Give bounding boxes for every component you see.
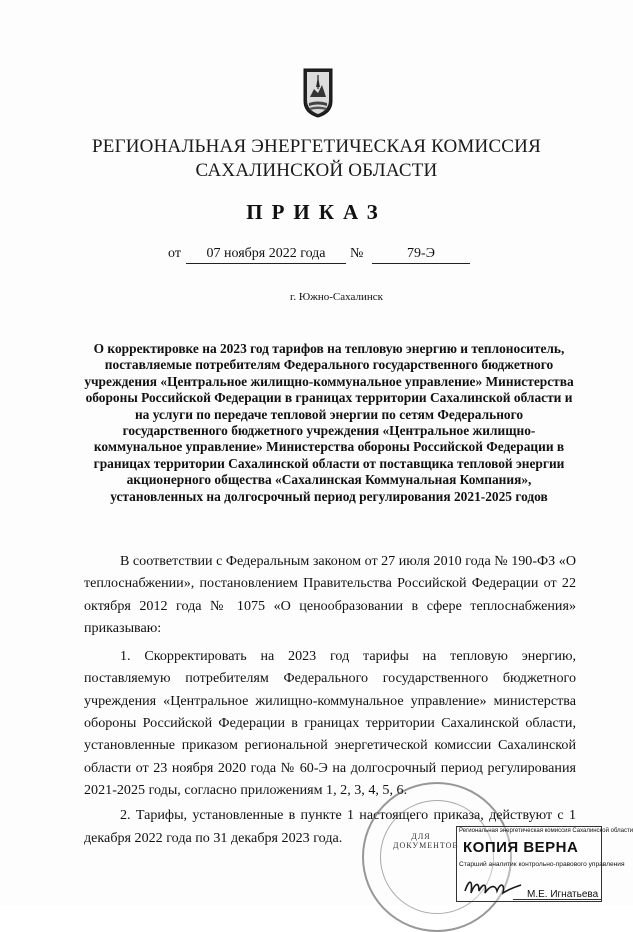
preamble-paragraph: В соответствии с Федеральным законом от 27 июля 2010 года № 190-ФЗ «О теплоснабжении», постановлением Правительства Российской Федерации от 22 октября 2012 года № 1075 «О ценообразовании в сфере теплоснабжения» приказываю: <box>84 553 576 636</box>
order-subject: О корректировке на 2023 год тарифов на тепловую энергию и теплоноситель, поставляемые потребителям Федерального государственного бюджетного учреждения «Центральное жилищно-коммунальное управление» Министерства обороны Российской Федерации в границах территории Сахалинской области и на услуги по передаче тепловой энергии по сетям Федерального государственного бюджетного учреждения «Центральное жилищно-коммунальное управление» Министерства обороны Российской Федерации в границах территории Сахалинской области от поставщика тепловой энергии акционерного общества «Сахалинская Коммунальная Компания», установленных на долгосрочный период регулирования 2021-2025 годов <box>84 341 574 504</box>
round-seal-text: ДЛЯ ДОКУМЕНТОВ <box>393 832 459 850</box>
order-number: 79-Э <box>372 246 470 264</box>
date-from-label: от <box>168 246 181 261</box>
order-date: 07 ноября 2022 года <box>186 246 346 264</box>
order-body <box>84 550 576 849</box>
stamp-position-text: Старший аналитик контрольно-правового управления <box>459 861 625 868</box>
document-type-title: ПРИКАЗ <box>246 200 387 224</box>
sakhalin-coat-of-arms-icon <box>302 67 334 119</box>
stamp-main-text: КОПИЯ ВЕРНА <box>463 839 579 856</box>
city-name: г. Южно-Сахалинск <box>290 291 383 303</box>
number-label: № <box>350 246 364 261</box>
stamp-signer-name: М.Е. Игнатьева <box>527 889 599 900</box>
item-2-paragraph: 2. Тарифы, установленные в пункте 1 настоящего приказа, действуют с 1 декабря 2022 года по 31 декабря 2023 года. <box>84 807 576 846</box>
item-1-paragraph: 1. Скорректировать на 2023 год тарифы на тепловую энергию, поставляемую потребителям Федерального государственного бюджетного учреждения «Центральное жилищно-коммунальное управление» министерства обороны Российской Федерации в границах территории Сахалинской области, установленные приказом региональной энергетической комиссии Сахалинской области от 23 ноября 2020 года № 60-Э на долгосрочный период регулирования 2021-2025 годы, согласно приложениям 1, 2, 3, 4, 5, 6. <box>84 648 576 798</box>
stamp-header-text: Региональная энергетическая комиссия Сахалинской области <box>459 828 633 834</box>
handwritten-signature-icon <box>461 873 525 899</box>
copy-certified-stamp <box>456 826 633 902</box>
organization-name-line2: САХАЛИНСКОЙ ОБЛАСТИ <box>195 160 438 181</box>
organization-name-line1: РЕГИОНАЛЬНАЯ ЭНЕРГЕТИЧЕСКАЯ КОМИССИЯ <box>92 136 541 157</box>
